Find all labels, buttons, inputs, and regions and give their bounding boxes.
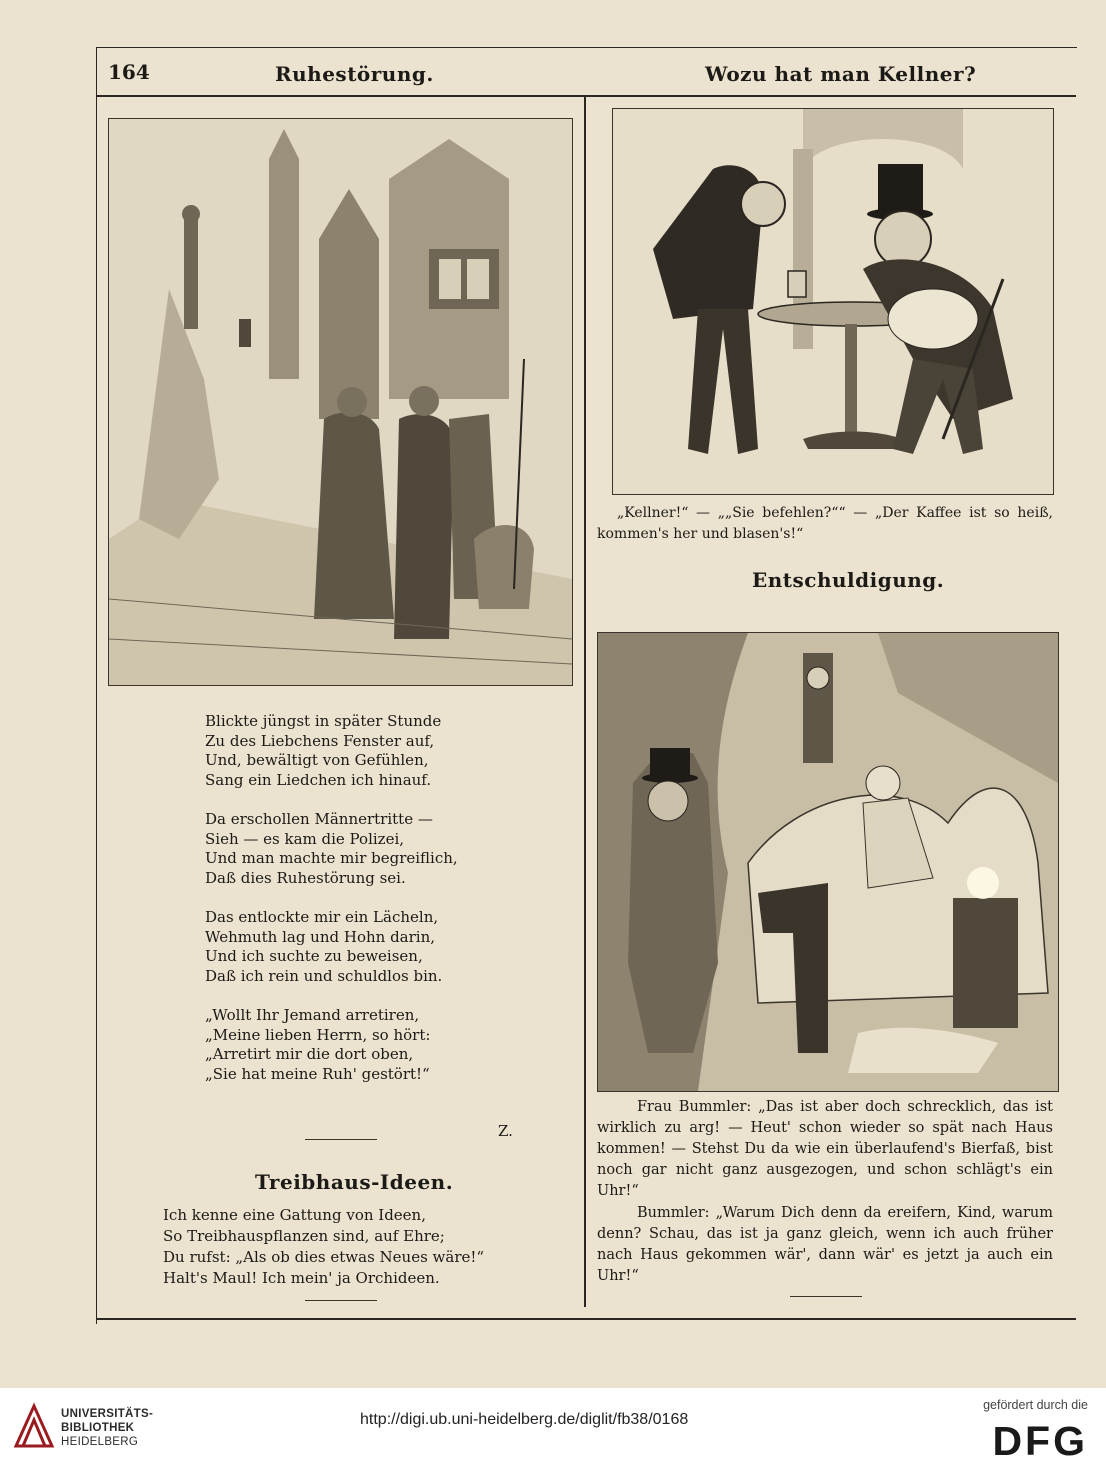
stanza-3 (205, 908, 458, 986)
library-line: HEIDELBERG (61, 1436, 139, 1448)
university-logo-icon (12, 1402, 56, 1450)
dialog-frau-bummler: Frau Bummler: „Das ist aber doch schrecklich, das ist wirklich zu arg! — Heut' schon wieder so spät nach Haus kommen! — Stehst Du da wie ein überlaufend's Bierfaß, bist noch gar nicht ganz ausgezogen, und schon schlägt's ein Uhr!“ (597, 1099, 1053, 1199)
poem-line: Das entlockte mir ein Lächeln, (205, 908, 439, 926)
library-line: UNIVERSITÄTS- (61, 1408, 154, 1420)
poem-line: Und, bewältigt von Gefühlen, (205, 751, 429, 769)
poem-line: Zu des Liebchens Fenster auf, (205, 731, 435, 750)
bottom-rule (96, 1318, 1076, 1320)
poem-line: „Arretirt mir die dort oben, (205, 1045, 414, 1063)
section-divider (305, 1139, 377, 1140)
poem-line: Daß dies Ruhestörung sei. (205, 868, 406, 887)
treibhaus-title: Treibhaus-Ideen. (255, 1170, 454, 1194)
header-rule (96, 95, 1076, 97)
page-number: 164 (108, 60, 150, 84)
section-divider (790, 1296, 862, 1297)
entschuldigung-title: Entschuldigung. (752, 568, 945, 592)
section-divider (305, 1300, 377, 1301)
poem-line: Blickte jüngst in später Stunde (205, 712, 442, 730)
dialog-bummler: Bummler: „Warum Dich denn da ereifern, Kind, warum denn? Schau, das ist ja ganz gleich, wenn ich auch früher nach Haus gekommen wär', dann wär' es jetzt ja auch ein Uhr!“ (597, 1205, 1053, 1284)
library-name (61, 1407, 153, 1449)
poem-line: Halt's Maul! Ich mein' ja Orchideen. (163, 1269, 440, 1287)
poem-signature: Z. (498, 1122, 513, 1140)
stanza-2 (205, 810, 458, 888)
poem-line: Du rufst: „Als ob dies etwas Neues wäre!“ (163, 1248, 485, 1266)
poem-line: Und ich suchte zu beweisen, (205, 947, 423, 965)
column-divider (584, 97, 586, 1307)
poem-line: „Sie hat meine Ruh' gestört!“ (205, 1064, 430, 1083)
poem-line: Wehmuth lag und Hohn darin, (205, 927, 436, 946)
illustration-bedroom (597, 632, 1059, 1092)
illustration-waiter (612, 108, 1054, 495)
poem-ruhestoerung (205, 712, 458, 1084)
poem-line: Sieh — es kam die Polizei, (205, 829, 405, 848)
stanza-4 (205, 1006, 458, 1084)
poem-line: Daß ich rein und schuldlos bin. (205, 966, 443, 985)
dfg-logo: DFG (992, 1418, 1088, 1464)
poem-line: So Treibhauspflanzen sind, auf Ehre; (163, 1227, 445, 1245)
waiter-caption: „Kellner!“ — „„Sie befehlen?““ — „Der Kaffee ist so heiß, kommen's her und blasen's!“ (597, 505, 1053, 542)
left-title: Ruhestörung. (275, 62, 434, 86)
poem-line: „Wollt Ihr Jemand arretiren, (205, 1006, 420, 1024)
poem-line: Da erschollen Männertritte — (205, 810, 433, 828)
right-title: Wozu hat man Kellner? (705, 62, 977, 86)
library-line: BIBLIOTHEK (61, 1422, 135, 1434)
poem-line: Ich kenne eine Gattung von Ideen, (163, 1206, 426, 1224)
poem-line: Sang ein Liedchen ich hinauf. (205, 770, 432, 789)
poem-line: „Meine lieben Herrn, so hört: (205, 1025, 431, 1044)
stanza-1 (205, 712, 458, 790)
funding-caption: gefördert durch die (983, 1398, 1088, 1412)
poem-treibhaus (163, 1205, 484, 1289)
source-url-link[interactable]: http://digi.ub.uni-heidelberg.de/diglit/fb38/0168 (360, 1411, 689, 1428)
poem-line: Und man machte mir begreiflich, (205, 849, 458, 867)
illustration-street-scene (108, 118, 573, 686)
